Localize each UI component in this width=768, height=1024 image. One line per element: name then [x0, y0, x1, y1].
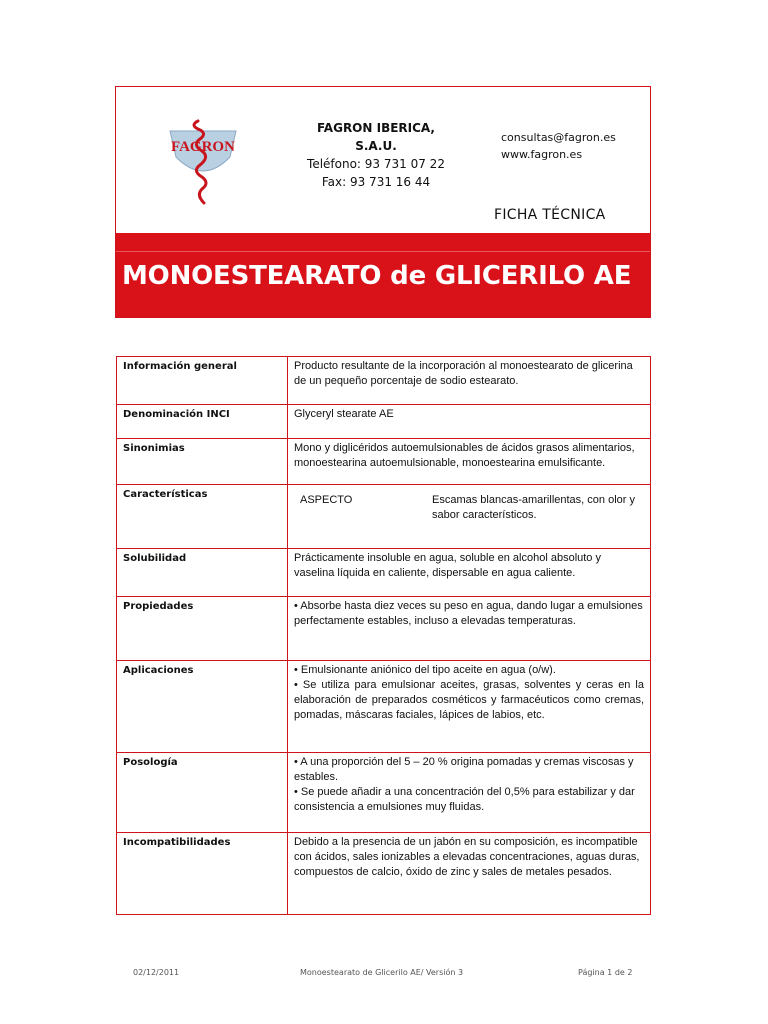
table-row [117, 661, 651, 753]
doc-type: FICHA TÉCNICA [494, 207, 606, 223]
table-row [117, 485, 651, 549]
aspect-value: Escamas blancas-amarillentas, con olor y sabor característicos. [432, 494, 635, 521]
contact-info [501, 129, 616, 163]
row-value: Debido a la presencia de un jabón en su composición, es incompatible con ácidos, sales ionizables a elevadas concentraciones, aguas duras, compuestos de calcio, óxido de zinc y sales de metales pesados. [288, 833, 651, 915]
company-phone: Teléfono: 93 731 07 22 [307, 157, 445, 171]
contact-email[interactable]: consultas@fagron.es [501, 131, 616, 144]
table-row [117, 549, 651, 597]
row-label: Denominación INCI [117, 405, 288, 439]
row-value [288, 661, 651, 753]
footer-page: Página 1 de 2 [578, 968, 633, 977]
row-value: • Absorbe hasta diez veces su peso en agua, dando lugar a emulsiones perfectamente estables, incluso a elevadas temperaturas. [288, 597, 651, 661]
title-rule [116, 251, 650, 252]
company-fax: Fax: 93 731 16 44 [321, 175, 431, 189]
row-label: Incompatibilidades [117, 833, 288, 915]
row-value: Producto resultante de la incorporación al monoestearato de glicerina de un pequeño porcentaje de sodio estearato. [288, 357, 651, 405]
row-label: Información general [117, 357, 288, 405]
specs-table [116, 356, 651, 915]
row-label: Solubilidad [117, 549, 288, 597]
row-label: Características [117, 485, 288, 549]
table-row [117, 439, 651, 485]
row-value: Prácticamente insoluble en agua, soluble en alcohol absoluto y vaselina líquida en caliente, dispersable en agua caliente. [288, 549, 651, 597]
row-value: Glyceryl stearate AE [288, 405, 651, 439]
row-label: Sinonimias [117, 439, 288, 485]
table-row [117, 597, 651, 661]
row-value [288, 485, 651, 549]
bullet-line: • Se puede añadir a una concentración del 0,5% para estabilizar y dar consistencia a emulsiones muy fluidas. [294, 786, 635, 813]
row-value: Mono y diglicéridos autoemulsionables de ácidos grasos alimentarios, monoestearina autoemulsionable, monoestearina emulsificante. [288, 439, 651, 485]
company-info [306, 119, 446, 191]
bullet-line: • Emulsionante aniónico del tipo aceite en agua (o/w). [294, 664, 556, 676]
title-band [116, 233, 650, 317]
bullet-line: • A una proporción del 5 – 20 % origina pomadas y cremas viscosas y estables. [294, 756, 634, 783]
logo-text: FAGRON [171, 139, 235, 155]
page-title: MONOESTEARATO de GLICERILO AE [122, 261, 632, 291]
company-name: FAGRON IBERICA, S.A.U. [316, 121, 435, 153]
aspect-key: ASPECTO [300, 494, 353, 506]
fagron-logo [164, 117, 242, 205]
table-row [117, 405, 651, 439]
footer-date: 02/12/2011 [133, 968, 180, 977]
table-row [117, 833, 651, 915]
bullet-line: • Se utiliza para emulsionar aceites, grasas, solventes y ceras en la elaboración de preparados cosméticos y farmacéuticos como cremas, pomadas, máscaras faciales, lápices de labios, etc. [294, 679, 644, 721]
row-label: Aplicaciones [117, 661, 288, 753]
row-label: Propiedades [117, 597, 288, 661]
header-box [115, 86, 651, 318]
table-row [117, 357, 651, 405]
row-label: Posología [117, 753, 288, 833]
row-value [288, 753, 651, 833]
contact-website[interactable]: www.fagron.es [501, 148, 583, 161]
table-row [117, 753, 651, 833]
footer-doc-ref: Monoestearato de Glicerilo AE/ Versión 3 [300, 968, 464, 977]
